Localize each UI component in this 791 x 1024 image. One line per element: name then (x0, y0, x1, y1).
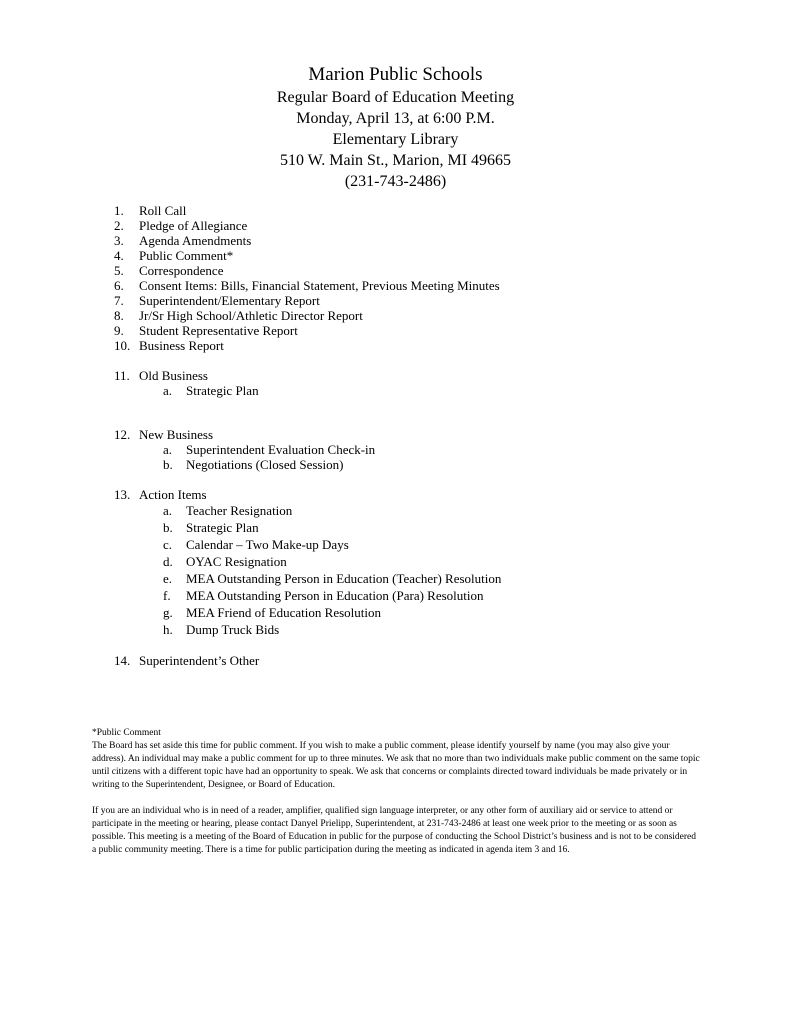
agenda-item (114, 293, 754, 308)
document-header (0, 63, 791, 192)
subitem-letter: a. (163, 503, 173, 518)
subitem-letter: h. (163, 622, 173, 637)
agenda-item-text: New Business (139, 427, 214, 442)
subitem-letter: a. (163, 442, 173, 457)
agenda-item (114, 203, 754, 218)
meeting-type: Regular Board of Education Meeting (276, 89, 515, 106)
action-subitem (114, 553, 754, 570)
meeting-location: Elementary Library (332, 131, 459, 148)
agenda-item-number: 6. (114, 278, 124, 293)
subitem-letter: e. (163, 571, 173, 586)
subitem-letter: g. (163, 605, 173, 620)
subitem-letter: b. (163, 457, 173, 472)
action-items-section (114, 487, 754, 638)
subitem-text: MEA Outstanding Person in Education (Para) Resolution (186, 588, 484, 603)
agenda-item-number: 3. (114, 233, 124, 248)
agenda-item-number: 7. (114, 293, 124, 308)
agenda-item (114, 308, 754, 323)
action-subitem (114, 519, 754, 536)
subitem-text: MEA Outstanding Person in Education (Teacher) Resolution (186, 571, 502, 586)
agenda-item (114, 263, 754, 278)
old-business-subitem (114, 383, 754, 398)
meeting-datetime: Monday, April 13, at 6:00 P.M. (296, 110, 495, 127)
subitem-text: Dump Truck Bids (186, 622, 280, 637)
agenda-item (114, 218, 754, 233)
agenda-item-number: 11. (114, 368, 130, 383)
agenda-item-text: Student Representative Report (139, 323, 298, 338)
agenda-item-text: Pledge of Allegiance (139, 218, 248, 233)
agenda-item-number: 13. (114, 487, 131, 502)
new-business-subitem (114, 457, 754, 472)
agenda-list (114, 203, 754, 668)
agenda-item (114, 338, 754, 353)
agenda-item (114, 278, 754, 293)
spacer (114, 472, 754, 487)
agenda-item-text: Superintendent/Elementary Report (139, 293, 320, 308)
agenda-item (114, 248, 754, 263)
school-name: Marion Public Schools (308, 64, 483, 85)
agenda-item (114, 323, 754, 338)
agenda-item-text: Agenda Amendments (139, 233, 252, 248)
agenda-item-text: Public Comment* (139, 248, 234, 263)
agenda-item (114, 233, 754, 248)
subitem-text: Superintendent Evaluation Check-in (186, 442, 376, 457)
action-subitem (114, 621, 754, 638)
subitem-letter: a. (163, 383, 173, 398)
meeting-phone: (231-743-2486) (344, 173, 447, 190)
action-subitem (114, 536, 754, 553)
new-business-subitem (114, 442, 754, 457)
agenda-item-text: Jr/Sr High School/Athletic Director Report (139, 308, 363, 323)
spacer (114, 353, 754, 368)
agenda-item-number: 9. (114, 323, 124, 338)
subitem-letter: b. (163, 520, 173, 535)
subitem-text: Negotiations (Closed Session) (186, 457, 344, 472)
agenda-item-number: 1. (114, 203, 124, 218)
agenda-item-number: 8. (114, 308, 124, 323)
notice-paragraph: The Board has set aside this time for public comment. If you wish to make a public comment, please identify yourself by name (you may also give your address). An individual may make a public comment for up to three minutes. We ask that no more than two individuals make public comment on the same topic until citizens with a different topic have had an opportunity to speak. We ask that concerns or complaints directed toward individuals be made privately or in writing to the Superintendent, Designee, or Board of Education. (92, 741, 700, 790)
meeting-address: 510 W. Main St., Marion, MI 49665 (279, 152, 512, 169)
subitem-text: Strategic Plan (186, 383, 259, 398)
subitem-letter: f. (163, 588, 171, 603)
action-subitem (114, 587, 754, 604)
spacer (114, 398, 754, 427)
action-subitem (114, 502, 754, 519)
action-subitem (114, 570, 754, 587)
subitem-text: Strategic Plan (186, 520, 259, 535)
agenda-item-text: Old Business (139, 368, 208, 383)
public-comment-notice (92, 727, 702, 857)
subitem-letter: c. (163, 537, 173, 552)
agenda-item-number: 10. (114, 338, 131, 353)
subitem-letter: d. (163, 554, 173, 569)
subitem-text: OYAC Resignation (186, 554, 287, 569)
spacer (114, 638, 754, 653)
agenda-item-text: Roll Call (139, 203, 187, 218)
agenda-item-text: Business Report (139, 338, 224, 353)
subitem-text: MEA Friend of Education Resolution (186, 605, 381, 620)
agenda-item-number: 2. (114, 218, 124, 233)
agenda-item-number: 14. (114, 653, 131, 668)
agenda-item-superintendent-other (114, 653, 754, 668)
subitem-text: Teacher Resignation (186, 503, 293, 518)
agenda-item-text: Action Items (139, 487, 207, 502)
notice-heading: *Public Comment (92, 728, 161, 738)
agenda-item-old-business (114, 368, 754, 383)
subitem-text: Calendar – Two Make-up Days (186, 537, 349, 552)
action-subitem (114, 604, 754, 621)
agenda-item-text: Superintendent’s Other (139, 653, 260, 668)
agenda-item-text: Correspondence (139, 263, 224, 278)
accessibility-paragraph: If you are an individual who is in need of a reader, amplifier, qualified sign language interpreter, or any other form of auxiliary aid or service to attend or participate in the meeting or hearing, please contact Danyel Prielipp, Superintendent, at 231-743-2486 at least one week prior to the meeting or as soon as possible. This meeting is a meeting of the Board of Education in public for the purpose of conducting the School District’s business and is not to be considered a public community meeting. There is a time for public participation during the meeting as indicated in agenda item 3 and 16. (92, 806, 697, 855)
agenda-item-number: 12. (114, 427, 131, 442)
agenda-item-new-business (114, 427, 754, 442)
agenda-item-text: Consent Items: Bills, Financial Statement, Previous Meeting Minutes (139, 278, 500, 293)
agenda-item-action-items (114, 487, 754, 502)
agenda-item-number: 4. (114, 248, 124, 263)
agenda-item-number: 5. (114, 263, 124, 278)
